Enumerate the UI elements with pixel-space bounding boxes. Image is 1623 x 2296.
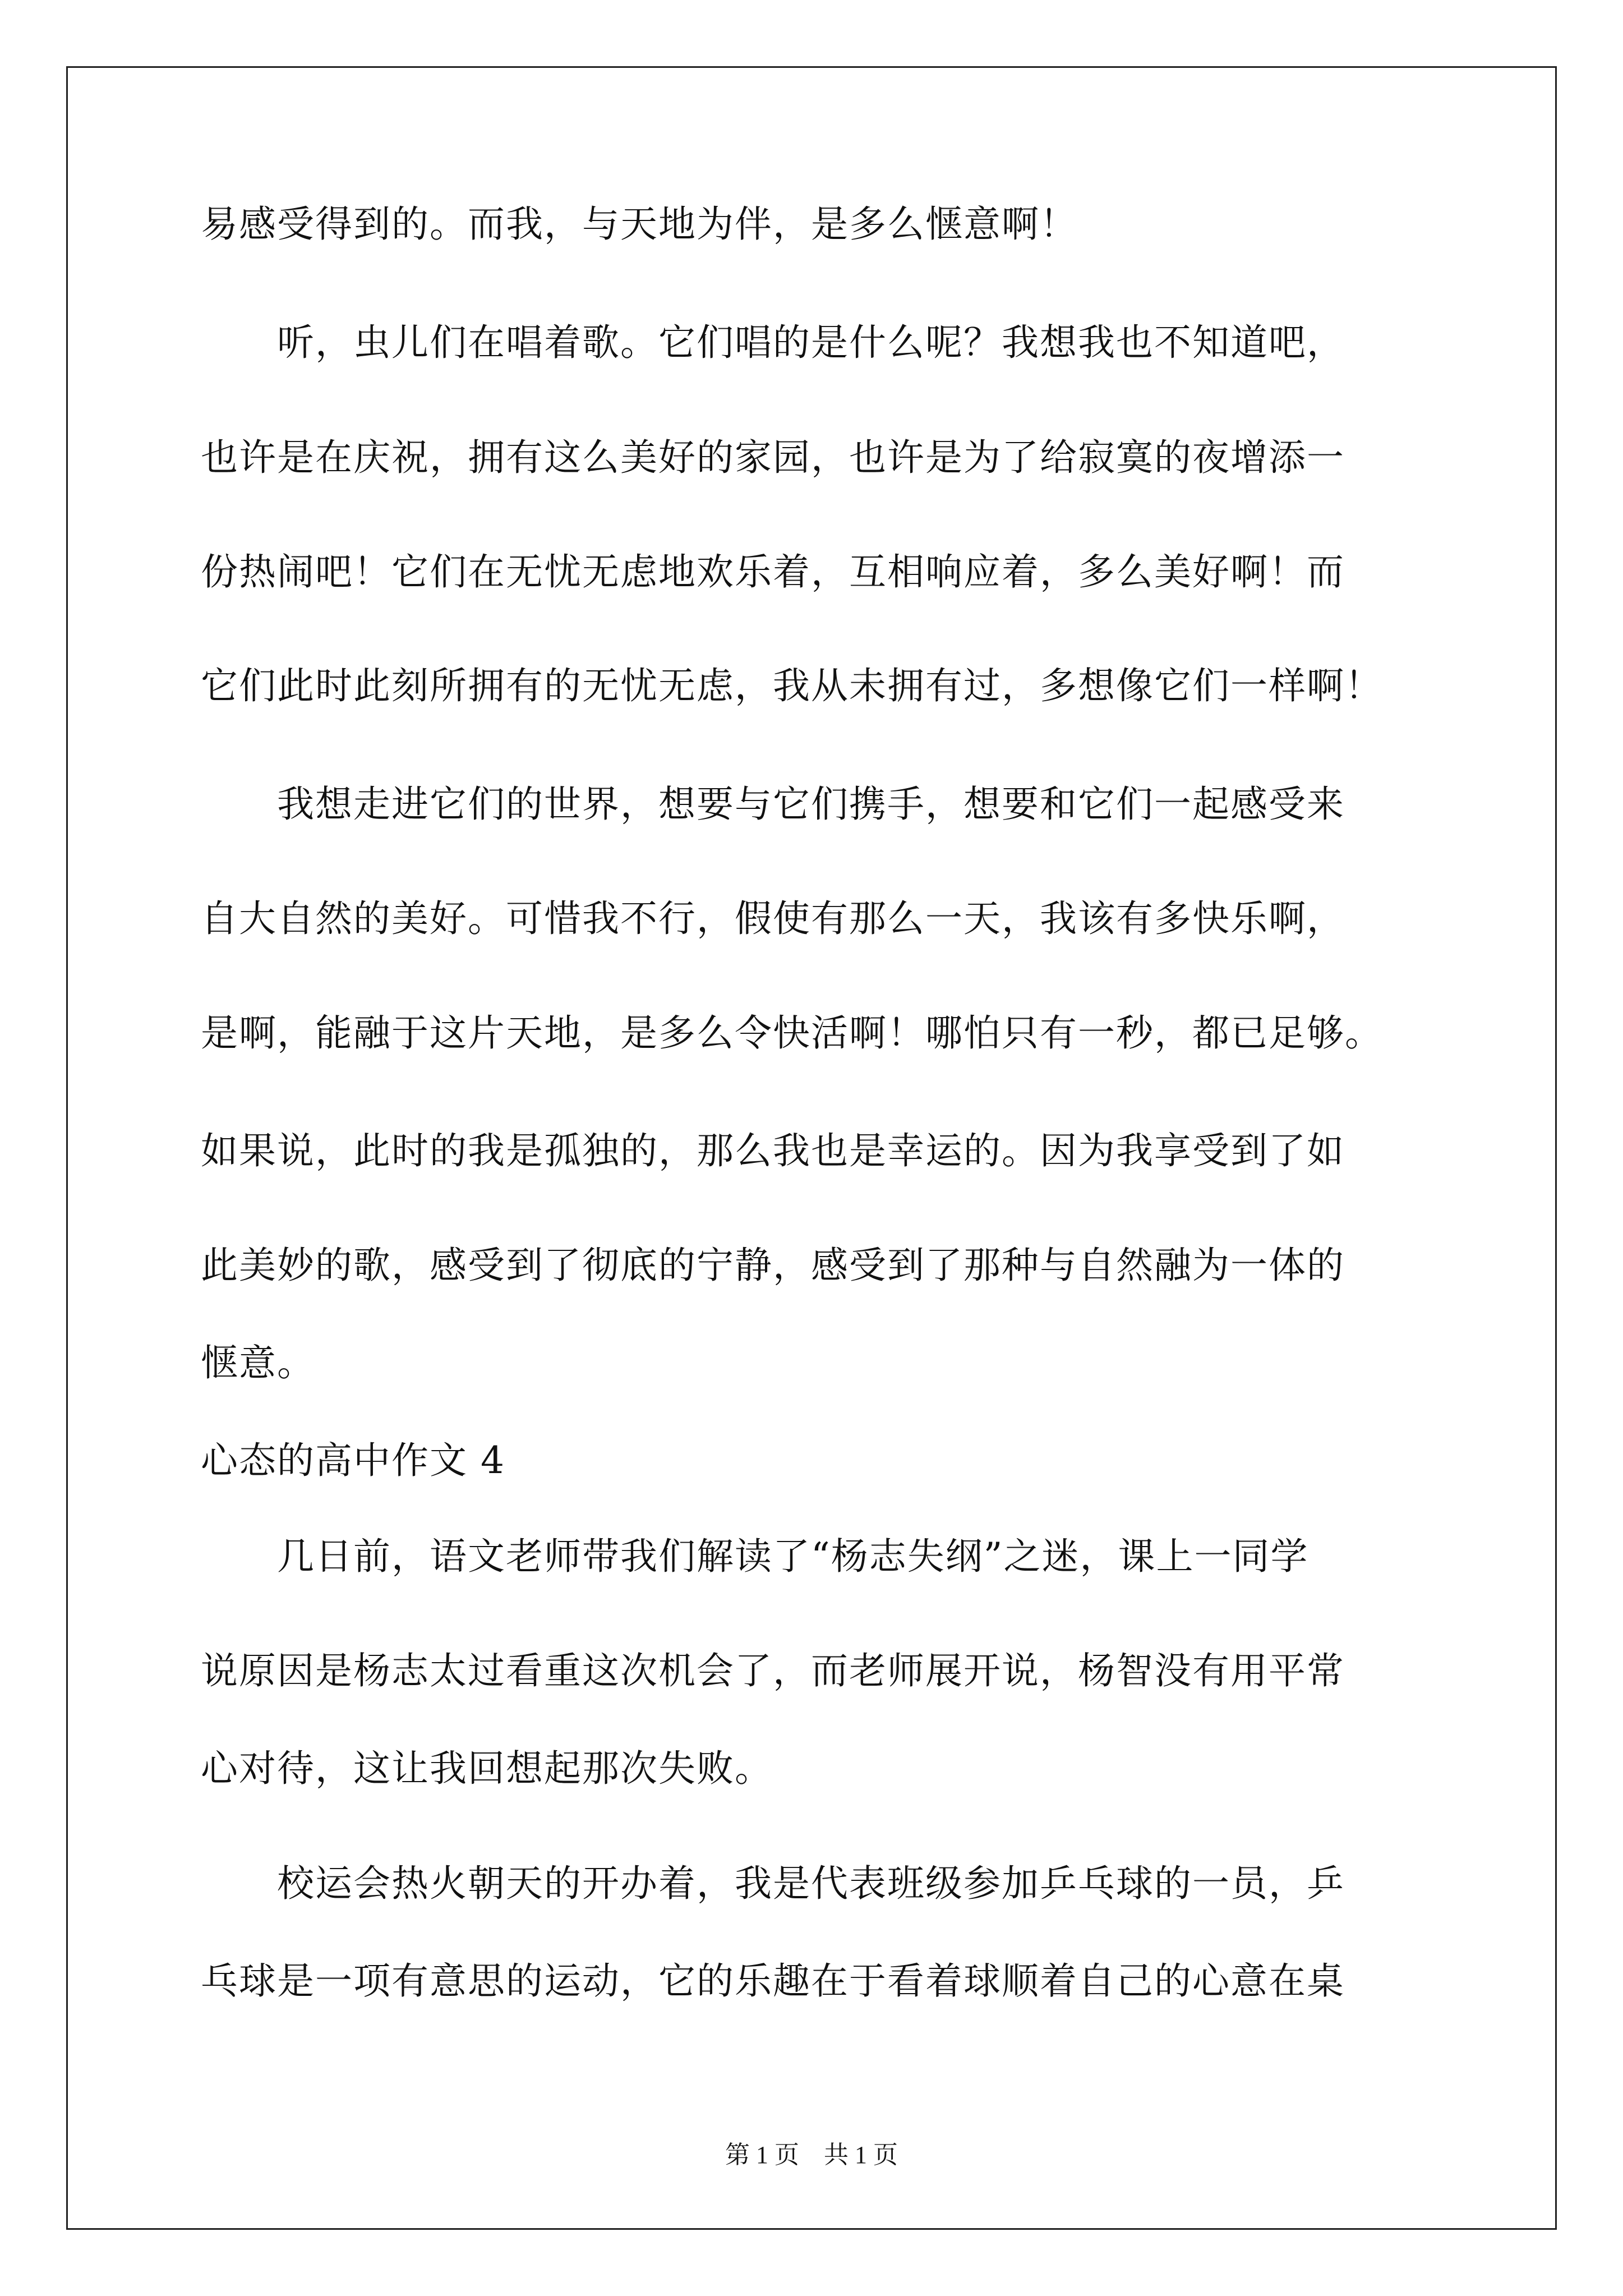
text-line: 心对待，这让我回想起那次失败。: [201, 1747, 773, 1790]
text-line: 此美妙的歌，感受到了彻底的宁静，感受到了那种与自然融为一体的: [201, 1244, 1345, 1287]
text-line: 几日前，语文老师带我们解读了“杨志失纲”之迷，课上一同学: [201, 1535, 1309, 1578]
text-line: 乓球是一项有意思的运动，它的乐趣在于看着球顺着自己的心意在桌: [201, 1959, 1345, 2003]
text-line: 惬意。: [201, 1341, 315, 1384]
text-line: 校运会热火朝天的开办着，我是代表班级参加乒乓球的一员，乒: [201, 1862, 1345, 1905]
text-line: 份热闹吧！它们在无忧无虑地欢乐着，互相响应着，多么美好啊！而: [201, 550, 1345, 593]
text-line: 也许是在庆祝，拥有这么美好的家园，也许是为了给寂寞的夜增添一: [201, 436, 1345, 479]
text-line: 易感受得到的。而我，与天地为伴，是多么惬意啊！: [201, 203, 1078, 246]
text-line: 听，虫儿们在唱着歌。它们唱的是什么呢？我想我也不知道吧，: [201, 321, 1345, 364]
text-line: 我想走进它们的世界，想要与它们携手，想要和它们一起感受来: [201, 783, 1345, 826]
page-footer: 第 1 页 共 1 页: [725, 2141, 898, 2169]
text-line: 如果说，此时的我是孤独的，那么我也是幸运的。因为我享受到了如: [201, 1129, 1345, 1172]
text-line: 是啊，能融于这片天地，是多么令快活啊！哪怕只有一秒，都已足够。: [201, 1011, 1383, 1055]
text-line: 它们此时此刻所拥有的无忧无虑，我从未拥有过，多想像它们一样啊！: [201, 664, 1383, 707]
text-line: 自大自然的美好。可惜我不行，假使有那么一天，我该有多快乐啊，: [201, 897, 1345, 940]
text-line: 说原因是杨志太过看重这次机会了，而老师展开说，杨智没有用平常: [201, 1649, 1345, 1692]
section-heading: 心态的高中作文 4: [201, 1439, 505, 1482]
